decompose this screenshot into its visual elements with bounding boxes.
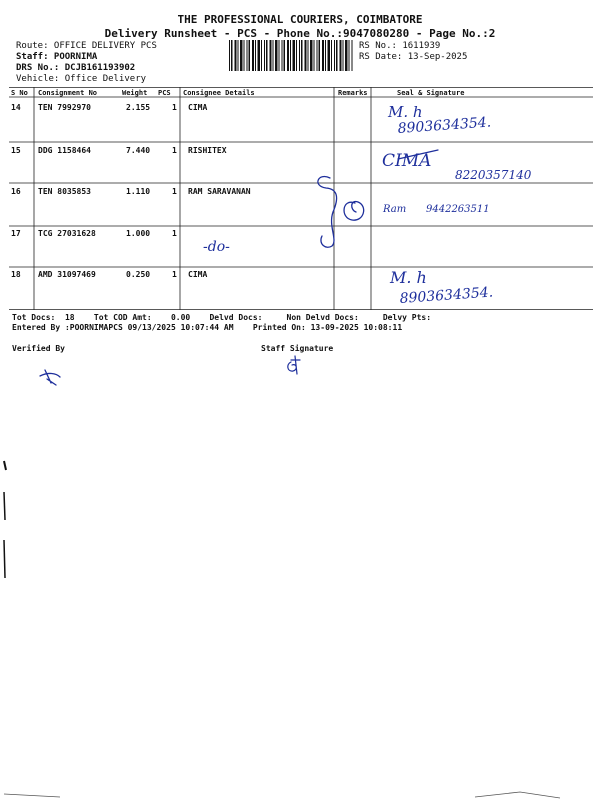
entered-by-line: Entered By :POORNIMAPCS 09/13/2025 10:07:44 AM Printed On: 13-09-2025 10:08:11 <box>12 323 403 332</box>
company-title: THE PROFESSIONAL COURIERS, COIMBATORE <box>177 13 423 26</box>
staff-signature-mark <box>288 356 300 374</box>
scan-mark <box>4 492 5 520</box>
cell-pcs: 1 <box>172 103 177 112</box>
route-label: Route: OFFICE DELIVERY PCS <box>16 41 157 51</box>
cell-consignee: CIMA <box>188 103 208 112</box>
cell-consignment: TEN 8035853 <box>38 187 91 196</box>
col-header-consignment: Consignment No <box>38 89 98 97</box>
cell-pcs: 1 <box>172 270 177 279</box>
cell-consignment: TCG 27031628 <box>38 229 96 238</box>
cell-weight: 2.155 <box>126 103 151 112</box>
handwritten-phone: 8903634354. <box>397 114 492 137</box>
cell-sno: 17 <box>11 229 21 238</box>
rs-date: RS Date: 13-Sep-2025 <box>359 52 468 62</box>
col-header-weight: Weight <box>122 89 148 97</box>
cell-consignment: AMD 31097469 <box>38 270 96 279</box>
cell-sno: 14 <box>11 103 21 112</box>
cell-pcs: 1 <box>172 187 177 196</box>
cell-consignee: RAM SARAVANAN <box>188 187 251 196</box>
handwritten-phone: 9442263511 <box>426 204 490 215</box>
rs-number: RS No.: 1611939 <box>359 41 441 51</box>
scan-mark <box>4 540 5 578</box>
cell-pcs: 1 <box>172 146 177 155</box>
col-header-remarks: Remarks <box>338 89 368 97</box>
cell-consignee: RISHITEX <box>188 146 227 155</box>
cell-sno: 18 <box>11 270 21 279</box>
scan-mark <box>4 794 60 797</box>
col-header-pcs: PCS <box>158 89 171 97</box>
handwritten-ditto: -do- <box>203 239 230 255</box>
cell-weight: 1.110 <box>126 187 151 196</box>
cell-consignee: CIMA <box>188 270 208 279</box>
cell-sno: 16 <box>11 187 21 196</box>
cell-weight: 7.440 <box>126 146 151 155</box>
signature-scribble <box>318 177 337 248</box>
runsheet-subtitle: Delivery Runsheet - PCS - Phone No.:9047080280 - Page No.:2 <box>104 27 496 40</box>
cell-consignment: TEN 7992970 <box>38 103 91 112</box>
signature-scribble <box>344 201 364 220</box>
cell-consignment: DDG 1158464 <box>38 146 91 155</box>
col-header-sno: S No <box>11 89 28 97</box>
cell-sno: 15 <box>11 146 21 155</box>
handwritten-phone: 8220357140 <box>455 168 532 182</box>
handwritten-initials: M. h <box>390 268 427 287</box>
cell-weight: 0.250 <box>126 270 151 279</box>
cell-weight: 1.000 <box>126 229 151 238</box>
scan-mark <box>4 461 6 470</box>
drs-number: DRS No.: DCJB161193902 <box>16 63 136 73</box>
cell-pcs: 1 <box>172 229 177 238</box>
handwritten-phone: 8903634354. <box>399 284 494 307</box>
handwritten-mark: Ram <box>383 204 407 215</box>
totals-line: Tot Docs: 18 Tot COD Amt: 0.00 Delvd Docs: Non Delvd Docs: Delvy Pts: <box>12 313 432 322</box>
staff-signature-label: Staff Signature <box>261 344 334 353</box>
verified-by-signature <box>40 370 60 385</box>
verified-by-label: Verified By <box>12 344 65 353</box>
handwritten-signature: CIMA <box>382 151 432 171</box>
staff-label: Staff: POORNIMA <box>16 52 98 62</box>
handwritten-initials: M. h <box>388 103 423 121</box>
vehicle-label: Vehicle: Office Delivery <box>16 74 147 84</box>
scan-mark <box>475 792 560 798</box>
col-header-consignee: Consignee Details <box>183 89 255 97</box>
col-header-seal-signature: Seal & Signature <box>397 89 465 97</box>
